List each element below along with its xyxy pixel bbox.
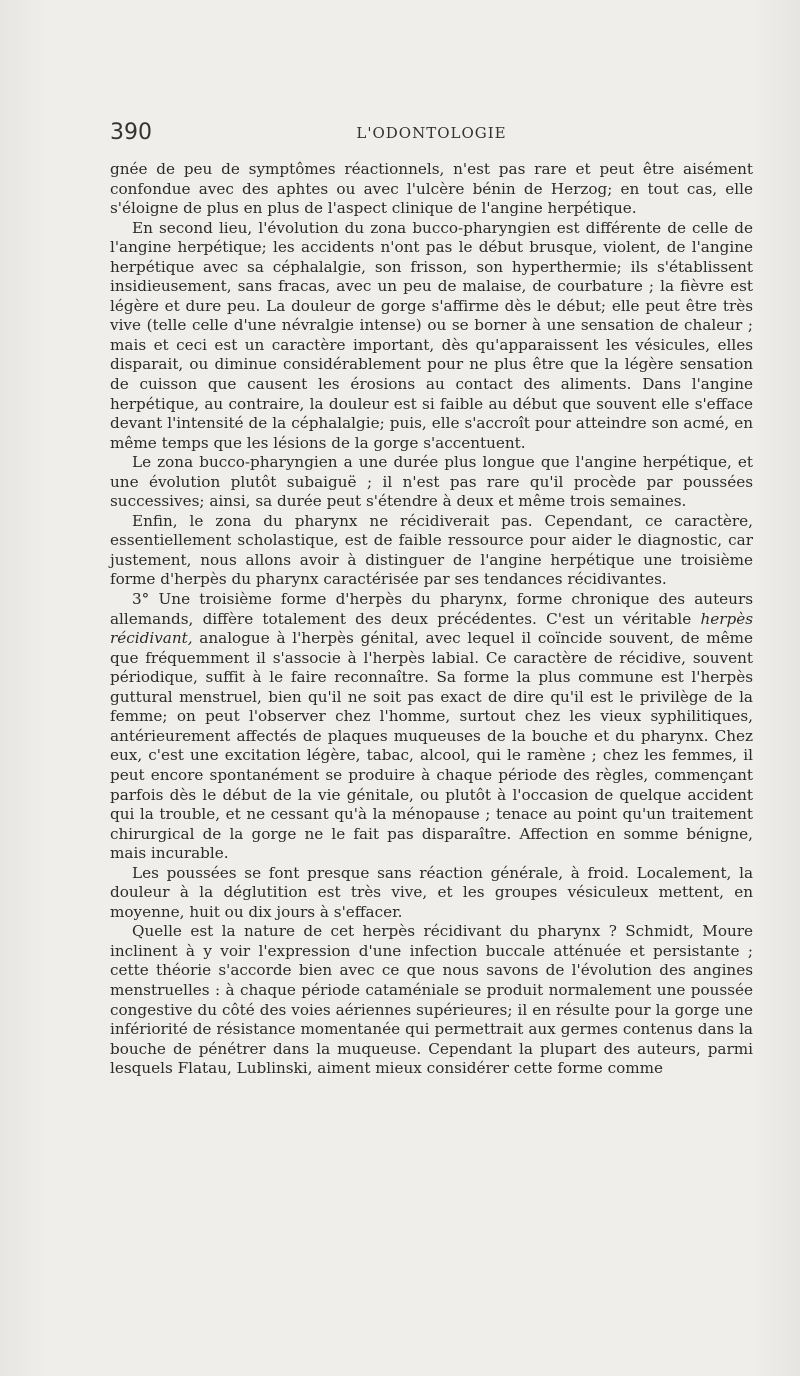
paragraph-3: Le zona bucco-pharyngien a une durée plus longue que l'angine herpétique, et une évolution plutôt subaiguë ; il n'est pas rare qu'il procède par poussées successives; ainsi, sa durée peut s'étendre à deux et même trois semaines.: [110, 453, 753, 511]
running-title: L'ODONTOLOGIE: [356, 124, 507, 142]
paragraph-5-italic: herpès récidivant,: [110, 609, 753, 648]
paragraph-6: Les poussées se font presque sans réaction générale, à froid. Localement, la douleur à la déglutition est très vive, et les groupes vésiculeux mettent, en moyenne, huit ou dix jours à s'effacer.: [110, 863, 753, 921]
page-number: 390: [110, 120, 152, 145]
paragraph-1: gnée de peu de symptômes réactionnels, n'est pas rare et peut être aisément confondue avec des aphtes ou avec l'ulcère bénin de Herzog; en tout cas, elle s'éloigne de plus en plus de l'aspect clinique de l'angine herpétique.: [110, 160, 753, 218]
page-header: [110, 120, 753, 150]
paragraph-2: En second lieu, l'évolution du zona bucco-pharyngien est différente de celle de l'angine herpétique; les accidents n'ont pas le début brusque, violent, de l'angine herpétique avec sa céphalalgie, son frisson, son hyperthermie; ils s'établissent insidieusement, sans fracas, avec un peu de malaise, de courbature ; la fièvre est légère et dure peu. La douleur de gorge s'affirme dès le début; elle peut être très vive (telle celle d'une névralgie intense) ou se borner à une sensation de chaleur ; mais et ceci est un caractère important, dès qu'apparaissent les vésicules, elles disparait, ou diminue considérablement pour ne plus être que la légère sensation de cuisson que causent les érosions au contact des aliments. Dans l'angine herpétique, au contraire, la douleur est si faible au début que souvent elle s'efface devant l'intensité de la céphalalgie; puis, elle s'accroît pour atteindre son acmé, en même temps que les lésions de la gorge s'accentuent.: [110, 218, 753, 452]
body-text: [110, 160, 753, 1079]
paragraph-5: [110, 590, 753, 864]
paragraph-7: Quelle est la nature de cet herpès récidivant du pharynx ? Schmidt, Moure inclinent à y voir l'expression d'une infection buccale atténuée et persistante ; cette théorie s'accorde bien avec ce que nous savons de l'évolution des angines menstruelles : à chaque période cataméniale se produit normalement une poussée congestive du côté des voies aériennes supérieures; il en résulte pour la gorge une infériorité de résistance momentanée qui permettrait aux germes contenus dans la bouche de pénétrer dans la muqueuse. Cependant la plupart des auteurs, parmi lesquels Flatau, Lublinski, aiment mieux considérer cette forme comme: [110, 922, 753, 1078]
paragraph-5-part-1: 3° Une troisième forme d'herpès du pharynx, forme chronique des auteurs allemands, diffère totalement des deux précédentes. C'est un véritable: [110, 590, 753, 628]
paragraph-5-part-3: analogue à l'herpès génital, avec lequel il coïncide souvent, de même que fréquemment il s'associe à l'herpès labial. Ce caractère de récidive, souvent périodique, suffit à le faire reconnaître. Sa forme la plus commune est l'herpès guttural menstruel, bien qu'il ne soit pas exact de dire qu'il est le privilège de la femme; on peut l'observer chez l'homme, surtout chez les vieux syphilitiques, antérieurement affectés de plaques muqueuses de la bouche et du pharynx. Chez eux, c'est une excitation légère, tabac, alcool, qui le ramène ; chez les femmes, il peut encore spontanément se produire à chaque période des règles, commençant parfois dès le début de la vie génitale, ou plutôt à l'occasion de quelque accident qui la trouble, et ne cessant qu'à la ménopause ; tenace au point qu'un traitement chirurgical de la gorge ne le fait pas disparaître. Affection en somme bénigne, mais incurable.: [110, 629, 753, 863]
paragraph-4: Enfin, le zona du pharynx ne récidiverait pas. Cependant, ce caractère, essentiellement scholastique, est de faible ressource pour aider le diagnostic, car justement, nous allons avoir à distinguer de l'angine herpétique une troisième forme d'herpès du pharynx caractérisée par ses tendances récidivantes.: [110, 511, 753, 589]
